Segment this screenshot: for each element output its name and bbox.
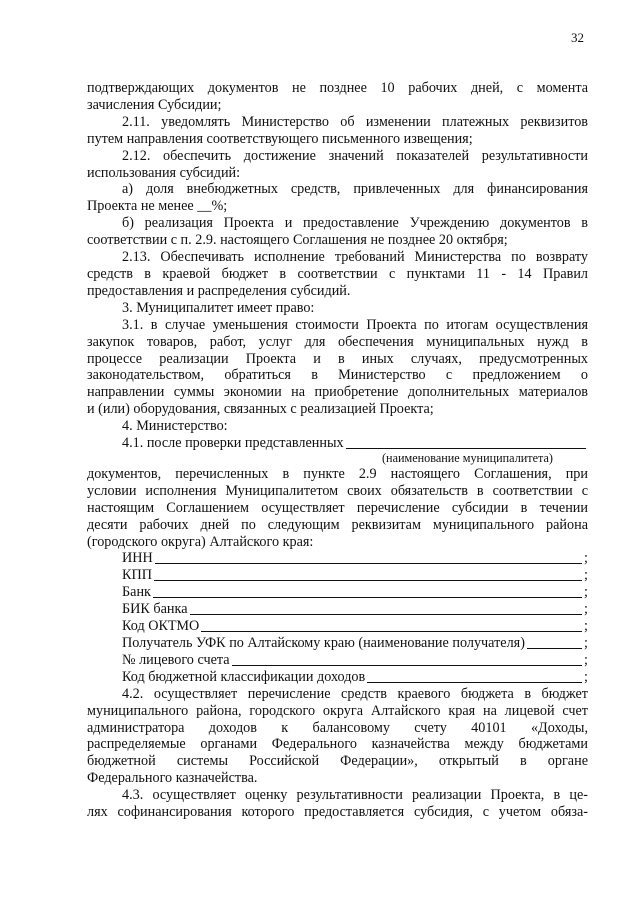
- text-line: десяти рабочих дней по следующим реквизитам муниципального района: [87, 516, 588, 533]
- item-4-1-text: [87, 466, 588, 551]
- paragraph: [87, 418, 588, 435]
- text-line: распределяемые органами Федерального казначейства между бюджетами: [87, 736, 588, 753]
- text-line: путем направления соответствующего письменного извещения;: [87, 130, 473, 147]
- tail-paragraphs: [87, 686, 588, 821]
- requisite-value-field[interactable]: [190, 613, 583, 615]
- requisite-end: ;: [584, 668, 588, 685]
- text-line: предоставления и распределения субсидий.: [87, 282, 351, 299]
- requisite-value-field[interactable]: [201, 630, 582, 632]
- requisite-label: Банк: [122, 584, 151, 601]
- requisite-row: [87, 635, 588, 652]
- text-line: 4.3. осуществляет оценку результативности реализации Проекта, в це-: [122, 787, 588, 804]
- text-line: б) реализация Проекта и предоставление Учреждению документов в: [122, 215, 588, 232]
- text-line: бюджетной системы Российской Федерации», открытый в органе: [87, 753, 588, 770]
- requisite-value-field[interactable]: [527, 647, 582, 649]
- requisite-row: [87, 669, 588, 686]
- text-line: законодательством, обратиться в Министерство с предложением о: [87, 367, 588, 384]
- requisite-value-field[interactable]: [154, 579, 582, 581]
- text-line: лях софинансирования которого предоставляется субсидия, с учетом обяза-: [87, 804, 588, 821]
- requisite-row: [87, 584, 588, 601]
- requisite-label: Код бюджетной классификации доходов: [122, 668, 366, 685]
- text-line: Федерального казначейства.: [87, 770, 258, 787]
- text-line: администратора доходов к балансовому счету 40101 «Доходы,: [87, 719, 588, 736]
- requisite-end: ;: [584, 567, 588, 584]
- text-line: документов, перечисленных в пункте 2.9 настоящего Соглашения, при: [87, 465, 588, 482]
- text-line: 3. Муниципалитет имеет право:: [122, 299, 315, 316]
- requisite-label: № лицевого счета: [122, 651, 230, 668]
- text-line: 2.12. обеспечить достижение значений показателей результативности: [122, 147, 588, 164]
- text-line: соответствии с п. 2.9. настоящего Соглашения не позднее 20 октября;: [87, 232, 508, 249]
- requisite-value-field[interactable]: [367, 681, 582, 683]
- requisite-end: ;: [584, 618, 588, 635]
- text-line: муниципального района, городского округа Алтайского края на лицевой счет: [87, 702, 588, 719]
- text-line: закупок товаров, работ, услуг для обеспечения муниципальных нужд в: [87, 333, 588, 350]
- paragraph: [87, 249, 588, 300]
- paragraph: [87, 686, 588, 787]
- municipality-name-field[interactable]: [346, 447, 586, 449]
- text-line: Проекта не менее __%;: [87, 198, 228, 215]
- requisite-label: Код ОКТМО: [122, 618, 200, 635]
- requisite-end: ;: [584, 651, 588, 668]
- text-line: 3.1. в случае уменьшения стоимости Проекта по итогам осуществления: [122, 316, 588, 333]
- text-line: подтверждающих документов не позднее 10 рабочих дней, с момента: [87, 80, 588, 96]
- paragraph: [87, 300, 588, 317]
- requisite-value-field[interactable]: [153, 596, 582, 598]
- text-line: и (или) оборудования, связанных с реализацией Проекта;: [87, 401, 434, 418]
- text-line: 4. Министерство:: [122, 418, 228, 435]
- item-4-1-lead: 4.1. после проверки представленных: [122, 435, 344, 452]
- paragraph: [87, 317, 588, 418]
- requisite-end: ;: [584, 550, 588, 567]
- requisite-row: [87, 550, 588, 567]
- text-line: использования субсидий:: [87, 164, 241, 181]
- paragraph: [87, 215, 588, 249]
- paragraph: [87, 114, 588, 148]
- requisite-label: БИК банка: [122, 601, 188, 618]
- requisite-row: [87, 652, 588, 669]
- page-number: 32: [571, 30, 584, 45]
- text-line: 4.2. осуществляет перечисление средств краевого бюджета в бюджет: [122, 685, 588, 702]
- text-line: 2.13. Обеспечивать исполнение требований Министерства по возврату: [122, 249, 588, 266]
- paragraph: [87, 181, 588, 215]
- requisite-value-field[interactable]: [232, 664, 582, 666]
- document-body: [87, 80, 588, 821]
- requisite-label: КПП: [122, 567, 152, 584]
- requisite-label: Получатель УФК по Алтайскому краю (наименование получателя): [122, 635, 525, 651]
- text-line: зачисления Субсидии;: [87, 96, 222, 113]
- text-line: (городского округа) Алтайского края:: [87, 533, 314, 550]
- requisites-list: [87, 550, 588, 685]
- requisite-row: [87, 618, 588, 635]
- requisite-end: ;: [584, 635, 588, 651]
- paragraph: [87, 80, 588, 114]
- requisite-end: ;: [584, 584, 588, 601]
- text-line: а) доля внебюджетных средств, привлеченных для финансирования: [122, 181, 588, 198]
- text-line: средств в краевой бюджет в соответствии с пунктами 11 - 14 Правил: [87, 265, 588, 282]
- requisite-row: [87, 601, 588, 618]
- paragraphs: [87, 80, 588, 435]
- text-line: условии исполнения Муниципалитетом своих обязательств в соответствии с: [87, 482, 588, 499]
- item-4-1-lead-line: [87, 435, 588, 452]
- requisite-row: [87, 567, 588, 584]
- text-line: 2.11. уведомлять Министерство об изменении платежных реквизитов: [122, 113, 588, 130]
- requisite-label: ИНН: [122, 550, 153, 567]
- requisite-end: ;: [584, 601, 588, 618]
- requisite-value-field[interactable]: [155, 562, 582, 564]
- paragraph: [87, 787, 588, 821]
- text-line: процессе реализации Проекта и в иных случаях, предусмотренных: [87, 350, 588, 367]
- municipality-name-caption: (наименование муниципалитета): [382, 450, 553, 465]
- text-line: направлении суммы экономии на приобретение дополнительных материалов: [87, 384, 588, 401]
- paragraph: [87, 148, 588, 182]
- text-line: настоящим Соглашением осуществляет перечисление субсидии в течении: [87, 499, 588, 516]
